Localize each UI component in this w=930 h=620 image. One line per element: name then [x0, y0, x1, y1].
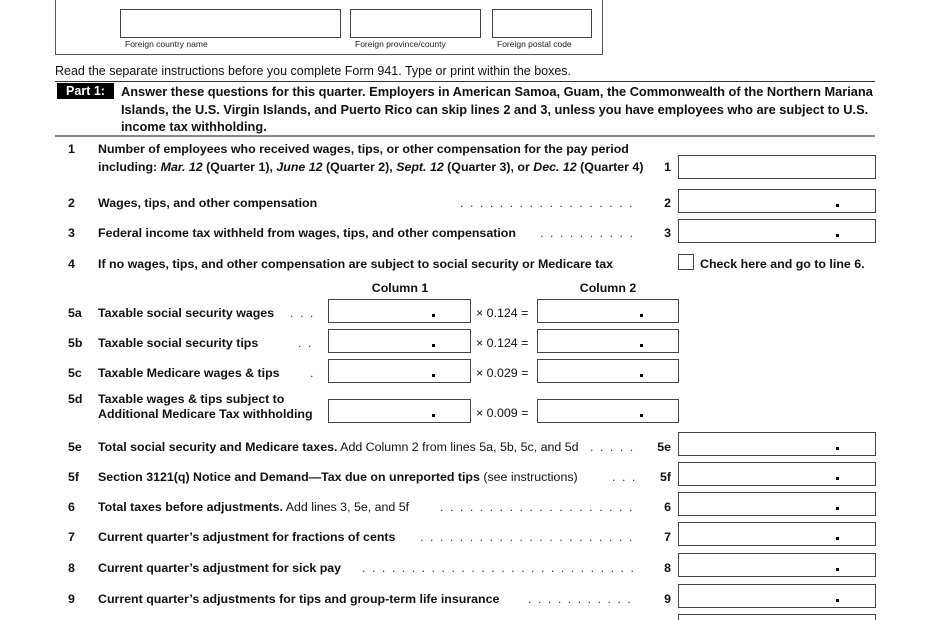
dot-leader: ......................	[420, 530, 639, 544]
line-label: 7	[664, 530, 671, 544]
dot-leader: .	[310, 366, 320, 380]
amount-input-line-2[interactable]	[678, 189, 876, 213]
part-1-label: Part 1:	[57, 83, 114, 99]
dot-leader: .....	[590, 440, 640, 454]
decimal-marker	[432, 414, 435, 417]
quarter-date: June 12	[276, 160, 323, 174]
line-text-bold: Total social security and Medicare taxes.	[98, 440, 338, 454]
tax-rate: × 0.029 =	[476, 366, 529, 380]
line-number: 5a	[68, 306, 82, 320]
tax-rate: × 0.124 =	[476, 306, 529, 320]
amount-input-line-9[interactable]	[678, 584, 876, 608]
text-segment: (Quarter 3), or	[443, 160, 534, 174]
line-number: 9	[68, 592, 75, 606]
dot-leader: ....................	[440, 500, 639, 514]
line-text-bold: Current quarter’s adjustments for tips and group-term life insurance	[98, 592, 500, 606]
decimal-marker	[432, 344, 435, 347]
column-2-header: Column 2	[579, 281, 637, 295]
line-text	[98, 561, 341, 575]
amount-input-line-7[interactable]	[678, 522, 876, 546]
line-number: 2	[68, 196, 75, 210]
text-segment: including:	[98, 160, 161, 174]
line-number: 1	[68, 142, 75, 156]
line-number: 5c	[68, 366, 82, 380]
quarter-date: Sept. 12	[396, 160, 444, 174]
decimal-marker	[836, 204, 839, 207]
decimal-marker	[836, 537, 839, 540]
line-text	[98, 440, 579, 454]
text-segment: (Quarter 4)	[576, 160, 644, 174]
decimal-marker	[640, 374, 643, 377]
line-4-checkbox[interactable]	[678, 254, 694, 270]
line-text-regular: Add Column 2 from lines 5a, 5b, 5c, and 5d	[337, 440, 579, 454]
line-label: 8	[664, 561, 671, 575]
line-text: Wages, tips, and other compensation	[98, 196, 318, 210]
line-text	[98, 530, 395, 544]
quarter-date: Dec. 12	[533, 160, 577, 174]
line-number: 3	[68, 226, 75, 240]
amount-input-line-5f[interactable]	[678, 462, 876, 486]
line-number: 8	[68, 561, 75, 575]
column-1-input-5b[interactable]	[328, 329, 471, 353]
line-text-regular: Add lines 3, 5e, and 5f	[283, 500, 410, 514]
foreign-province-label: Foreign province/county	[355, 39, 446, 49]
line-1-text: Number of employees who received wages, tips, or other compensation for the pay period	[98, 142, 629, 156]
line-label: 5e	[657, 440, 671, 454]
line-label: 1	[664, 160, 671, 174]
line-number: 5b	[68, 336, 83, 350]
tax-rate: × 0.009 =	[476, 406, 529, 420]
divider	[55, 81, 875, 82]
column-1-header: Column 1	[371, 281, 429, 295]
column-1-input-5c[interactable]	[328, 359, 471, 383]
line-text-bold: Section 3121(q) Notice and Demand—Tax due on unreported tips	[98, 470, 480, 484]
foreign-country-input[interactable]	[120, 9, 341, 38]
decimal-marker	[836, 447, 839, 450]
text-segment: (Quarter 1),	[202, 160, 277, 174]
column-2-input-5b[interactable]	[537, 329, 679, 353]
line-number: 5e	[68, 440, 82, 454]
check-label: Check here and go to line 6.	[700, 257, 865, 271]
decimal-marker	[836, 599, 839, 602]
line-number: 6	[68, 500, 75, 514]
column-2-input-5d[interactable]	[537, 399, 679, 423]
decimal-marker	[640, 314, 643, 317]
line-text-bold: Total taxes before adjustments.	[98, 500, 283, 514]
line-text-continued: Additional Medicare Tax withholding	[98, 407, 313, 421]
amount-input-line-6[interactable]	[678, 492, 876, 516]
quarter-date: Mar. 12	[160, 160, 203, 174]
divider	[55, 135, 875, 137]
foreign-postal-input[interactable]	[492, 9, 592, 38]
line-text	[98, 592, 499, 606]
decimal-marker	[836, 477, 839, 480]
line-text: Taxable social security tips	[98, 336, 259, 350]
line-text: Taxable social security wages	[98, 306, 275, 320]
line-number: 4	[68, 257, 75, 271]
dot-leader: ..................	[460, 196, 639, 210]
line-number: 5d	[68, 392, 83, 406]
dot-leader: ...	[612, 470, 642, 484]
instructions-note: Read the separate instructions before you complete Form 941. Type or print within the boxes.	[55, 64, 572, 78]
decimal-marker	[836, 234, 839, 237]
line-number: 7	[68, 530, 75, 544]
column-1-input-5d[interactable]	[328, 399, 471, 423]
line-text-bold: Current quarter’s adjustment for fractions of cents	[98, 530, 396, 544]
column-1-input-5a[interactable]	[328, 299, 471, 323]
decimal-marker	[640, 344, 643, 347]
dot-leader: ..........	[540, 226, 640, 240]
text-segment: (Quarter 2),	[322, 160, 397, 174]
line-text: Taxable Medicare wages & tips	[98, 366, 280, 380]
line-text	[98, 470, 578, 484]
employee-count-input[interactable]	[678, 155, 876, 179]
line-text-bold: Current quarter’s adjustment for sick pay	[98, 561, 342, 575]
decimal-marker	[432, 314, 435, 317]
amount-input-line-10[interactable]	[678, 614, 876, 620]
foreign-country-label: Foreign country name	[125, 39, 208, 49]
line-text: Taxable wages & tips subject to	[98, 392, 285, 406]
line-label: 6	[664, 500, 671, 514]
column-2-input-5a[interactable]	[537, 299, 679, 323]
decimal-marker	[836, 568, 839, 571]
line-number: 5f	[68, 470, 80, 484]
decimal-marker	[640, 414, 643, 417]
amount-input-line-3[interactable]	[678, 219, 876, 243]
address-section	[55, 0, 603, 55]
line-text-regular: (see instructions)	[479, 470, 578, 484]
line-label: 5f	[659, 470, 671, 484]
amount-input-line-5e[interactable]	[678, 432, 876, 456]
dot-leader: ...........	[528, 592, 638, 606]
dot-leader: ..	[298, 336, 318, 350]
foreign-postal-label: Foreign postal code	[497, 39, 572, 49]
line-label: 9	[664, 592, 671, 606]
line-text: Federal income tax withheld from wages, tips, and other compensation	[98, 226, 516, 240]
decimal-marker	[836, 507, 839, 510]
dot-leader: ...	[290, 306, 320, 320]
decimal-marker	[432, 374, 435, 377]
line-label: 3	[664, 226, 671, 240]
line-label: 2	[664, 196, 671, 210]
line-4-text: If no wages, tips, and other compensation are subject to social security or Medicare tax	[98, 257, 614, 271]
foreign-province-input[interactable]	[350, 9, 481, 38]
line-text	[98, 500, 409, 514]
amount-input-line-8[interactable]	[678, 553, 876, 577]
dot-leader: ............................	[362, 561, 641, 575]
column-2-input-5c[interactable]	[537, 359, 679, 383]
line-1-text-continued	[98, 160, 643, 174]
part-1-heading: Answer these questions for this quarter. Employers in American Samoa, Guam, the Commonwealth of the Northern Mariana Islands, the U.S. Virgin Islands, and Puerto Rico can skip lines 2 and 3, unless you have employees who are subject to U.S. income tax withholding.	[121, 84, 873, 134]
tax-rate: × 0.124 =	[476, 336, 529, 350]
